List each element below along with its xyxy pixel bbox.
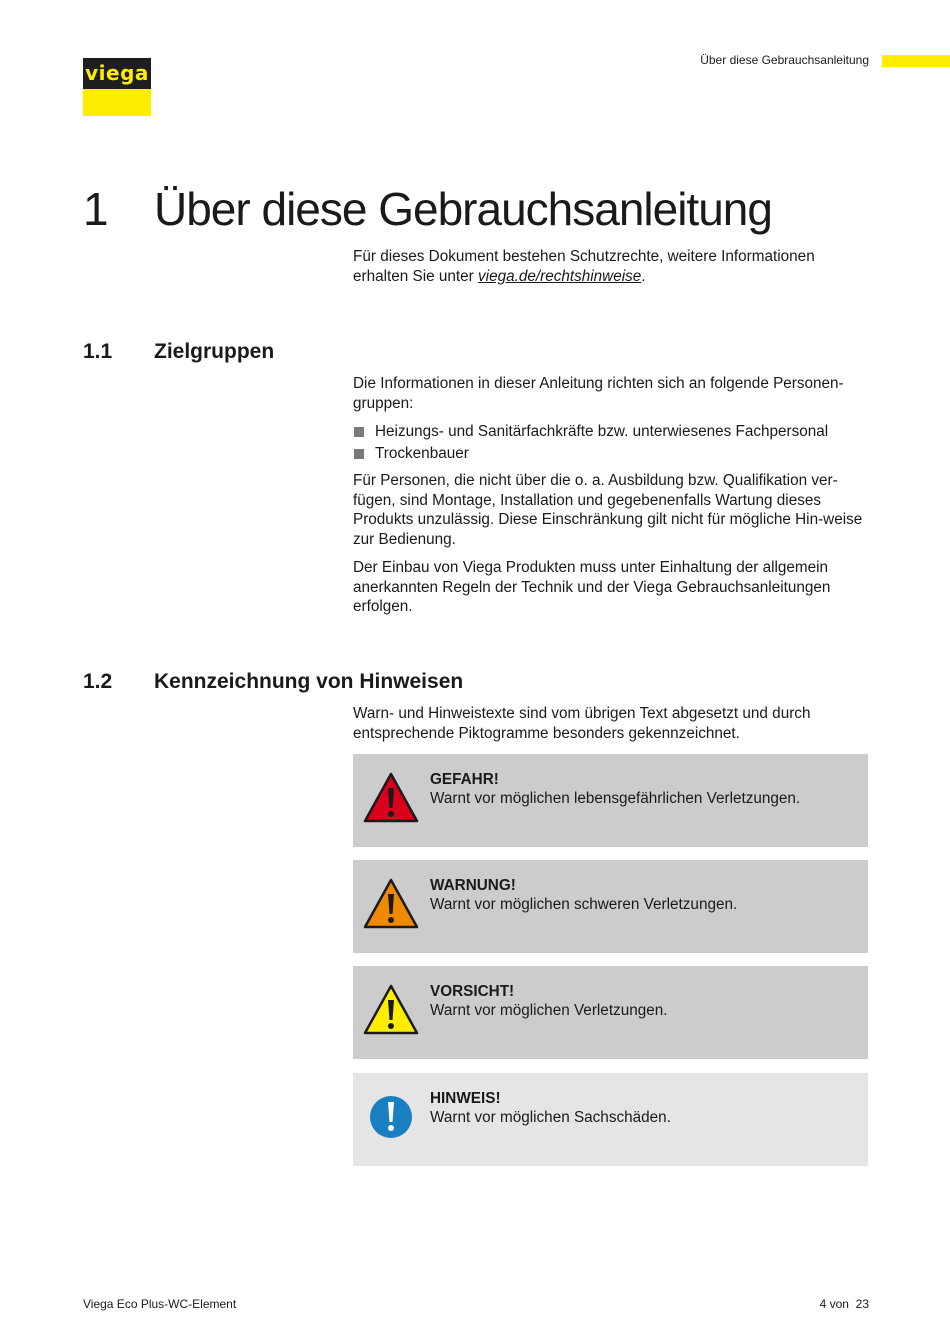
intro-text: Für dieses Dokument bestehen Schutzrechte, weitere Informationen erhalten Sie unter (353, 248, 815, 285)
running-header-title: Über diese Gebrauchsanleitung (700, 53, 869, 67)
kennzeichnung-body (353, 704, 873, 743)
list-item (353, 422, 873, 444)
notice-title: VORSICHT! (430, 983, 515, 1000)
paragraph: Der Einbau von Viega Produkten muss unter Einhaltung der allgemein anerkannten Regeln der Technik und der Viega Gebrauchsanleitungen erfolgen. (353, 559, 831, 615)
notice-danger (353, 754, 868, 847)
caution-triangle-icon (362, 983, 420, 1037)
section-title: Zielgruppen (154, 340, 275, 363)
notice-caution (353, 966, 868, 1059)
list-item-text: Heizungs- und Sanitärfachkräfte bzw. unterwiesenes Fachpersonal (375, 423, 829, 440)
paragraph: Die Informationen in dieser Anleitung richten sich an folgende Personen-gruppen: (353, 375, 844, 412)
viega-logo (83, 58, 151, 116)
chapter-heading (83, 184, 772, 235)
notice-text (430, 1089, 671, 1127)
intro-suffix: . (641, 267, 646, 285)
footer-product-name: Viega Eco Plus-WC-Element (83, 1297, 237, 1311)
chapter-number: 1 (83, 183, 108, 235)
section-title: Kennzeichnung von Hinweisen (154, 670, 464, 693)
paragraph: Warn- und Hinweistexte sind vom übrigen Text abgesetzt und durch entsprechende Piktogramme besonders gekennzeichnet. (353, 705, 811, 742)
section-number: 1.1 (83, 340, 113, 363)
danger-triangle-icon (362, 771, 420, 825)
section-number: 1.2 (83, 670, 113, 693)
notice-warning (353, 860, 868, 953)
logo-text: viega (85, 60, 149, 85)
target-group-list (353, 422, 873, 466)
notice-description: Warnt vor möglichen Sachschäden. (430, 1109, 671, 1126)
notice-title: GEFAHR! (430, 771, 499, 788)
header-accent-bar (882, 55, 950, 67)
legal-notice-link[interactable]: viega.de/rechtshinweise (478, 267, 642, 285)
bullet-square-icon (354, 427, 364, 437)
notice-description: Warnt vor möglichen schweren Verletzungen. (430, 896, 738, 913)
notice-text (430, 982, 668, 1020)
notice-description: Warnt vor möglichen lebensgefährlichen Verletzungen. (430, 790, 801, 807)
list-item-text: Trockenbauer (375, 445, 469, 462)
notice-title: WARNUNG! (430, 877, 516, 894)
notice-info (353, 1073, 868, 1166)
footer-page-number: 4 von 23 (819, 1297, 869, 1311)
warning-triangle-icon (362, 877, 420, 931)
section-heading-zielgruppen (83, 340, 274, 364)
zielgruppen-body (353, 374, 873, 617)
notice-text (430, 876, 737, 914)
list-item (353, 444, 873, 466)
notice-title: HINWEIS! (430, 1090, 501, 1107)
notice-text (430, 770, 800, 808)
section-heading-kennzeichnung (83, 670, 463, 694)
chapter-intro (353, 247, 873, 286)
paragraph: Für Personen, die nicht über die o. a. Ausbildung bzw. Qualifikation ver-fügen, sind Montage, Installation und gegebenenfalls Wartung dieses Produkts unzulässig. Diese Einschränkung gilt nicht für mögliche Hin-weise zur Bedienung. (353, 472, 863, 548)
notice-description: Warnt vor möglichen Verletzungen. (430, 1002, 668, 1019)
info-circle-icon (362, 1090, 420, 1144)
chapter-title: Über diese Gebrauchsanleitung (154, 183, 772, 235)
bullet-square-icon (354, 449, 364, 459)
